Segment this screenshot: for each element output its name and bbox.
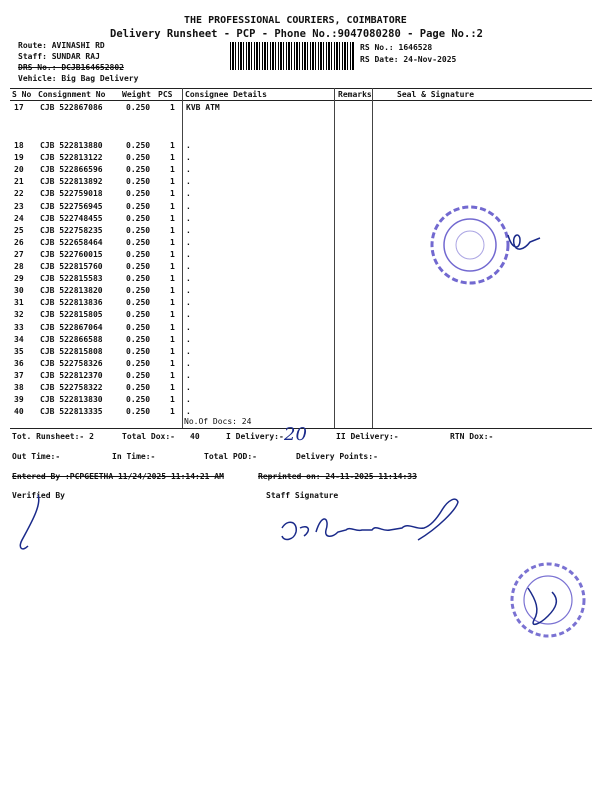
row-pcs: 1 <box>170 286 175 296</box>
row-weight: 0.250 <box>126 286 151 296</box>
row-consignee: . <box>186 249 191 259</box>
row-consignment: CJB 522759018 <box>40 189 103 199</box>
row-weight: 0.250 <box>126 177 151 187</box>
total-dox-value: 40 <box>190 432 200 441</box>
row-consignee: . <box>186 334 191 344</box>
row-consignee: . <box>186 225 191 235</box>
row-sno: 25 <box>14 225 24 235</box>
row-sno: 24 <box>14 213 24 223</box>
row-consignment: CJB 522813820 <box>40 286 103 296</box>
rs-number: RS No.: 1646528 <box>360 43 433 52</box>
row-pcs: 1 <box>170 165 175 175</box>
row-weight: 0.250 <box>126 213 151 223</box>
row-weight: 0.250 <box>126 103 151 112</box>
row-consignee: . <box>186 358 191 368</box>
row-pcs: 1 <box>170 395 175 405</box>
row-sno: 34 <box>14 334 24 344</box>
col-seal-signature: Seal & Signature <box>397 90 475 99</box>
row-consignment: CJB 522866588 <box>40 334 103 344</box>
row-sno: 18 <box>14 141 24 150</box>
row-pcs: 1 <box>170 177 175 187</box>
row-consignee: . <box>186 346 191 356</box>
row-sno: 37 <box>14 370 24 380</box>
row-weight: 0.250 <box>126 310 151 320</box>
row-weight: 0.250 <box>126 153 151 163</box>
row-sno: 23 <box>14 201 24 211</box>
row-sno: 20 <box>14 165 24 175</box>
row-weight: 0.250 <box>126 334 151 344</box>
seal-stamp <box>432 207 508 283</box>
row-weight: 0.250 <box>126 201 151 211</box>
row-sno: 17 <box>14 103 24 112</box>
row-consignment: CJB 522758326 <box>40 358 103 368</box>
rtn-dox-label: RTN Dox:- <box>450 432 494 441</box>
row-consignee: . <box>186 274 191 284</box>
row-consignee: KVB ATM <box>186 103 220 112</box>
row-pcs: 1 <box>170 358 175 368</box>
row-sno: 36 <box>14 358 24 368</box>
row-sno: 30 <box>14 286 24 296</box>
row-consignee: . <box>186 153 191 163</box>
drs-number: DRS No.: DCJB164652802 <box>18 63 124 72</box>
row-consignment: CJB 522813830 <box>40 395 103 405</box>
col-pcs: PCS <box>158 90 173 99</box>
company-title: THE PROFESSIONAL COURIERS, COIMBATORE <box>184 15 407 26</box>
row-consignee: . <box>186 189 191 199</box>
reprinted-on: Reprinted on: 24-11-2025 11:14:33 <box>258 472 417 481</box>
row-consignment: CJB 522758322 <box>40 383 103 392</box>
i-delivery-handwritten: 20 <box>284 424 307 445</box>
total-dox-label: Total Dox:- <box>122 432 175 441</box>
row-pcs: 1 <box>170 334 175 344</box>
tot-runsheet: Tot. Runsheet:- 2 <box>12 432 94 441</box>
rs-date: RS Date: 24-Nov-2025 <box>360 55 457 64</box>
row-weight: 0.250 <box>126 141 151 150</box>
row-pcs: 1 <box>170 237 175 247</box>
row-consignment: CJB 522815760 <box>40 262 103 271</box>
row-consignee: . <box>186 262 191 271</box>
row-consignment: CJB 522813335 <box>40 407 103 417</box>
row-sno: 35 <box>14 346 24 356</box>
row-sno: 31 <box>14 298 24 308</box>
row-consignee: . <box>186 407 191 417</box>
verified-signature-stroke <box>20 495 38 549</box>
row-consignee: . <box>186 395 191 405</box>
row-pcs: 1 <box>170 201 175 211</box>
row-pcs: 1 <box>170 383 175 392</box>
row-pcs: 1 <box>170 189 175 199</box>
row-pcs: 1 <box>170 407 175 417</box>
row-consignment: CJB 522867086 <box>40 103 103 112</box>
row-pcs: 1 <box>170 249 175 259</box>
row-consignee: . <box>186 298 191 308</box>
row-sno: 39 <box>14 395 24 405</box>
out-time-label: Out Time:- <box>12 452 61 461</box>
row-consignee: . <box>186 322 191 332</box>
staff-signature-stroke <box>282 499 458 540</box>
row-consignment: CJB 522812370 <box>40 370 103 380</box>
row-pcs: 1 <box>170 298 175 308</box>
row-consignee: . <box>186 213 191 223</box>
row-weight: 0.250 <box>126 358 151 368</box>
i-delivery-label: I Delivery:- <box>226 432 284 441</box>
row-consignee: . <box>186 201 191 211</box>
row-consignment: CJB 522813122 <box>40 153 103 163</box>
row-sno: 19 <box>14 153 24 163</box>
entered-by: Entered By :PCPGEETHA 11/24/2025 11:14:21 AM <box>12 472 224 481</box>
row-pcs: 1 <box>170 213 175 223</box>
col-consignment: Consignment No <box>38 90 106 99</box>
row-weight: 0.250 <box>126 262 151 271</box>
row-sno: 22 <box>14 189 24 199</box>
row-consignee: . <box>186 310 191 320</box>
bottom-stamp-signature-stroke <box>528 588 556 624</box>
row-consignment: CJB 522756945 <box>40 201 103 211</box>
row-sno: 29 <box>14 274 24 284</box>
staff-label: Staff: SUNDAR RAJ <box>18 52 100 61</box>
row-consignee: . <box>186 286 191 296</box>
row-weight: 0.250 <box>126 370 151 380</box>
row-consignee: . <box>186 237 191 247</box>
row-consignee: . <box>186 141 191 150</box>
row-consignment: CJB 522658464 <box>40 237 103 247</box>
row-sno: 38 <box>14 383 24 392</box>
row-weight: 0.250 <box>126 346 151 356</box>
ii-delivery-label: II Delivery:- <box>336 432 399 441</box>
row-consignment: CJB 522748455 <box>40 213 103 223</box>
stamp-bottom-right <box>512 564 584 636</box>
row-sno: 21 <box>14 177 24 187</box>
row-consignee: . <box>186 370 191 380</box>
row-sno: 26 <box>14 237 24 247</box>
row-pcs: 1 <box>170 370 175 380</box>
seal-signature-stroke <box>508 235 540 249</box>
row-weight: 0.250 <box>126 395 151 405</box>
row-sno: 33 <box>14 322 24 332</box>
vehicle-label: Vehicle: Big Bag Delivery <box>18 74 139 83</box>
row-weight: 0.250 <box>126 298 151 308</box>
no-of-docs: No.Of Docs: 24 <box>184 417 252 426</box>
row-consignment: CJB 522815805 <box>40 310 103 320</box>
row-consignment: CJB 522813836 <box>40 298 103 308</box>
delivery-points-label: Delivery Points:- <box>296 452 378 461</box>
row-pcs: 1 <box>170 103 175 112</box>
row-weight: 0.250 <box>126 237 151 247</box>
row-pcs: 1 <box>170 274 175 284</box>
row-weight: 0.250 <box>126 249 151 259</box>
in-time-label: In Time:- <box>112 452 156 461</box>
total-pod-label: Total POD:- <box>204 452 257 461</box>
row-consignment: CJB 522815808 <box>40 346 103 356</box>
row-pcs: 1 <box>170 153 175 163</box>
row-consignee: . <box>186 177 191 187</box>
runsheet-title: Delivery Runsheet - PCP - Phone No.:9047080280 - Page No.:2 <box>110 28 483 40</box>
row-pcs: 1 <box>170 262 175 271</box>
row-pcs: 1 <box>170 322 175 332</box>
staff-signature-label: Staff Signature <box>266 491 339 500</box>
row-consignment: CJB 522813892 <box>40 177 103 187</box>
row-pcs: 1 <box>170 310 175 320</box>
row-consignment: CJB 522758235 <box>40 225 103 235</box>
route-label: Route: AVINASHI RD <box>18 41 105 50</box>
row-weight: 0.250 <box>126 165 151 175</box>
col-remarks: Remarks <box>338 90 372 99</box>
row-sno: 40 <box>14 407 24 417</box>
row-consignment: CJB 522813880 <box>40 141 103 150</box>
row-weight: 0.250 <box>126 383 151 392</box>
col-consignee: Consignee Details <box>185 90 267 99</box>
row-consignee: . <box>186 165 191 175</box>
row-weight: 0.250 <box>126 407 151 417</box>
row-weight: 0.250 <box>126 225 151 235</box>
row-sno: 28 <box>14 262 24 271</box>
row-weight: 0.250 <box>126 274 151 284</box>
row-consignment: CJB 522866596 <box>40 165 103 175</box>
row-pcs: 1 <box>170 225 175 235</box>
row-weight: 0.250 <box>126 189 151 199</box>
row-sno: 32 <box>14 310 24 320</box>
row-sno: 27 <box>14 249 24 259</box>
row-consignment: CJB 522867064 <box>40 322 103 332</box>
row-weight: 0.250 <box>126 322 151 332</box>
verified-by-label: Verified By <box>12 491 65 500</box>
col-sno: S No <box>12 90 32 99</box>
row-consignee: . <box>186 383 191 392</box>
row-pcs: 1 <box>170 141 175 150</box>
row-pcs: 1 <box>170 346 175 356</box>
row-consignment: CJB 522815583 <box>40 274 103 284</box>
row-consignment: CJB 522760015 <box>40 249 103 259</box>
col-weight: Weight <box>122 90 151 99</box>
